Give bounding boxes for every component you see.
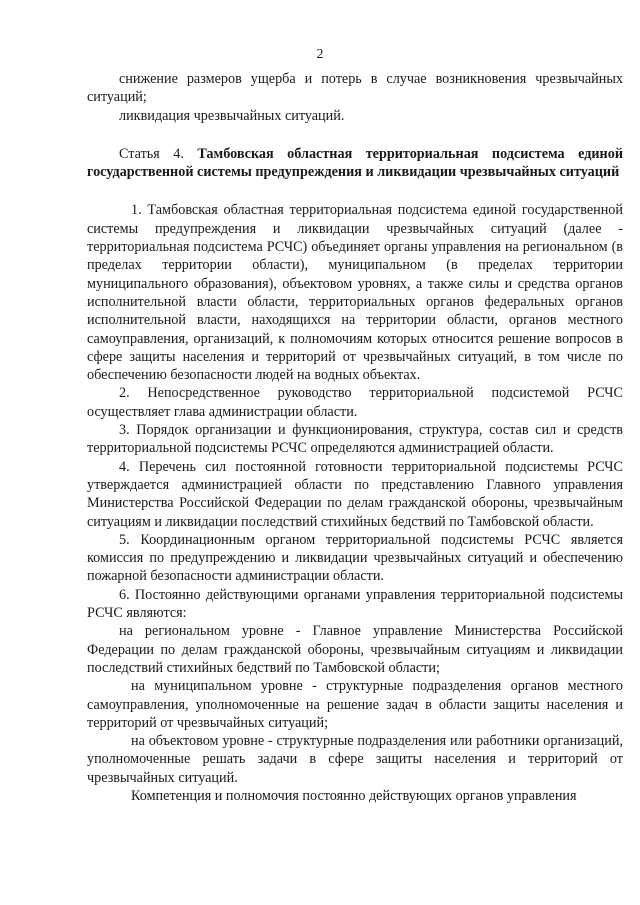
paragraph-6-object: на объектовом уровне - структурные подразделения или работники организаций, уполномоченные решать задачи в сфере защиты населения и территорий от чрезвычайных ситуаций. xyxy=(87,733,623,786)
paragraph-3: 3. Порядок организации и функционирования, структура, состав сил и средств территориальной подсистемы РСЧС определяются администрацией области. xyxy=(87,422,623,457)
paragraph-6-regional: на региональном уровне - Главное управление Министерства Российской Федерации по делам гражданской обороны, чрезвычайным ситуациям и ликвидации последствий стихийных бедствий по Тамбовской области; xyxy=(87,623,623,676)
paragraph-6-municipal: на муниципальном уровне - структурные подразделения органов местного самоуправления, уполномоченные на решение задач в области защиты населения и территорий от чрезвычайных ситуаций; xyxy=(87,678,623,731)
page-number: 2 xyxy=(316,47,324,62)
document-body xyxy=(87,70,623,805)
paragraph-intro-2: ликвидация чрезвычайных ситуаций. xyxy=(119,107,345,124)
paragraph-6: 6. Постоянно действующими органами управления территориальной подсистемы РСЧС являются: xyxy=(87,586,623,622)
paragraph-4: 4. Перечень сил постоянной готовности территориальной подсистемы РСЧС утверждается администрацией области по представлению Главного управления Министерства Российской Федерации по делам гражданской обороны, чрезвычайным ситуациям и ликвидации последствий стихийных бедствий по Тамбовской области. xyxy=(87,458,623,530)
paragraph-5: 5. Координационным органом территориальной подсистемы РСЧС является комиссия по предупреждению и ликвидации чрезвычайных ситуаций и обеспечению пожарной безопасности администрации области. xyxy=(87,531,623,585)
paragraph-intro-1: снижение размеров ущерба и потерь в случае возникновения чрезвычайных ситуаций; xyxy=(87,71,623,106)
article-prefix: Статья 4. xyxy=(119,145,184,162)
paragraph-2: 2. Непосредственное руководство территориальной подсистемой РСЧС осуществляет глава администрации области. xyxy=(87,385,623,420)
paragraph-1: 1. Тамбовская областная территориальная подсистема единой государственной системы предупреждения и ликвидации чрезвычайных ситуаций (далее - территориальная подсистема РСЧС) объединяет органы управления на региональном (в пределах территории области), муниципальном (в пределах территории муниципального образования), объектовом уровнях, а также силы и средства органов исполнительной власти области, территориальных органов федеральных органов исполнительной власти, находящихся на территории области, органов местного самоуправления, организаций, к полномочиям которых относится решение вопросов в сфере защиты населения и территорий от чрезвычайных ситуаций, в том числе по обеспечению безопасности людей на водных объектах. xyxy=(87,202,623,384)
article-heading xyxy=(87,145,623,182)
paragraph-competence: Компетенция и полномочия постоянно действующих органов управления xyxy=(131,787,577,804)
article-title: Тамбовская областная территориальная подсистема единой государственной системы предупреждения и ликвидации чрезвычайных ситуаций xyxy=(87,145,624,181)
